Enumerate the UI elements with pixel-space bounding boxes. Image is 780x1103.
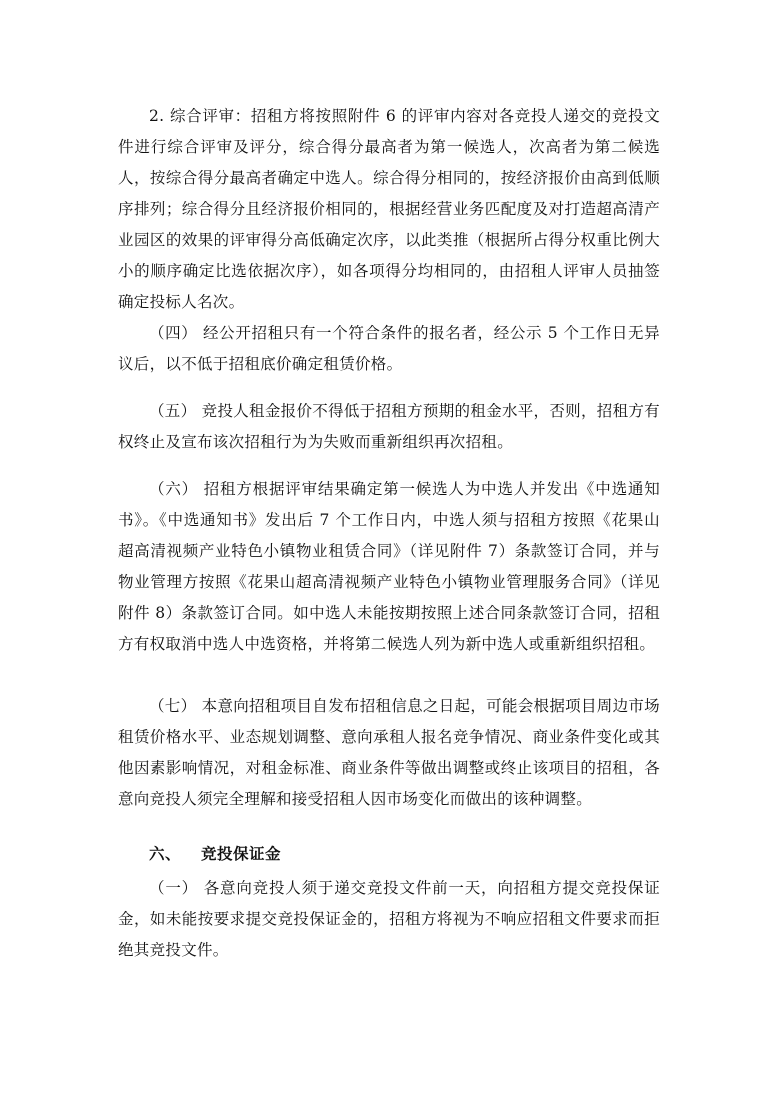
- section-heading: [149, 839, 281, 870]
- section-title: 竞投保证金: [201, 845, 282, 863]
- paragraph-adjustment-clause: （七） 本意向招租项目自发布招租信息之日起，可能会根据项目周边市场租赁价格水平、业态规划调整、意向承租人报名竞争情况、商业条件变化或其他因素影响情况，对租金标准、商业条件等做出调整或终止该项目的招租，各意向竞投人须完全理解和接受招租人因市场变化而做出的该种调整。: [118, 697, 660, 808]
- paragraph-comprehensive-review: 2. 综合评审：招租方将按照附件 6 的评审内容对各竞投人递交的竞投文件进行综合评审及评分，综合得分最高者为第一候选人，次高者为第二候选人，按综合得分最高者确定中选人。综合得分相同的，按经济报价由高到低顺序排列；综合得分且经济报价相同的，根据经营业务匹配度及对打造超高清产业园区的效果的评审得分高低确定次序，以此类推（根据所占得分权重比例大小的顺序确定比选依据次序），如各项得分均相同的，由招租人评审人员抽签确定投标人名次。: [118, 107, 660, 311]
- section-number: 六、: [149, 845, 182, 863]
- paragraph-rent-quote: （五） 竞投人租金报价不得低于招租方预期的租金水平，否则，招租方有权终止及宣布该次招租行为为失败而重新组织再次招租。: [118, 402, 660, 451]
- paragraph-selection-notice: （六） 招租方根据评审结果确定第一候选人为中选人并发出《中选通知书》。《中选通知书》发出后 7 个工作日内，中选人须与招租方按照《花果山超高清视频产业特色小镇物业租赁合同》（详见附件 7）条款签订合同，并与物业管理方按照《花果山超高清视频产业特色小镇物业管理服务合同》（详见附件 8）条款签订合同。如中选人未能按期按照上述合同条款签订合同，招租方有权取消中选人中选资格，并将第二候选人列为新中选人或重新组织招租。: [118, 480, 660, 653]
- paragraph-deposit: （一） 各意向竞投人须于递交竞投文件前一天，向招租方提交竞投保证金，如未能按要求提交竞投保证金的，招租方将视为不响应招租文件要求而拒绝其竞投文件。: [118, 879, 660, 959]
- paragraph-single-applicant: （四） 经公开招租只有一个符合条件的报名者，经公示 5 个工作日无异议后，以不低于招租底价确定租赁价格。: [118, 324, 660, 373]
